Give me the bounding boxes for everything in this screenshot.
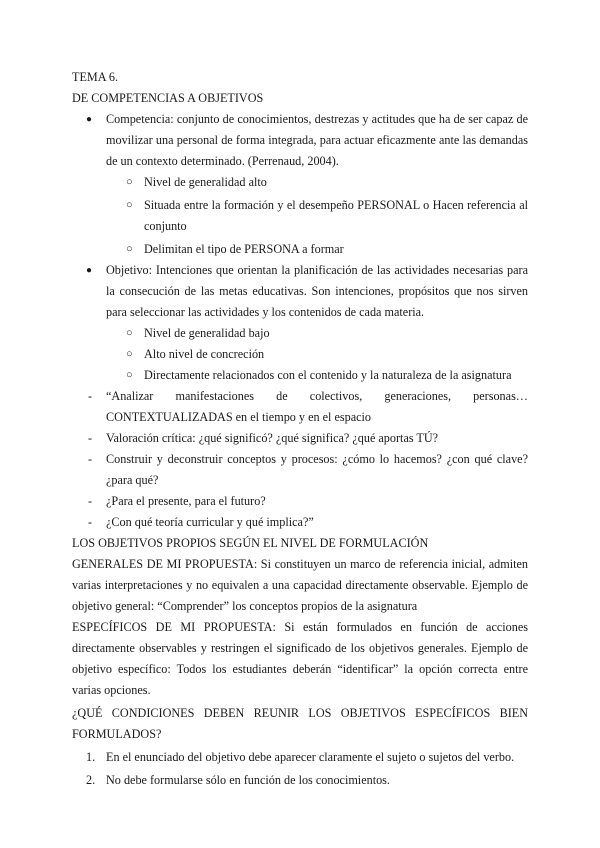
especificos-paragraph: ESPECÍFICOS DE MI PROPUESTA: Si están formulados en función de acciones directamente observables y restringen el significado de los objetivos generales. Ejemplo de objetivo específico: Todos los estudiantes deberán “identificar” la opción correcta entre varias opciones. [72, 620, 528, 697]
numbered-item: 2. No debe formularse sólo en función de los conocimientos. [72, 770, 528, 791]
doc-subtitle: DE COMPETENCIAS A OBJETIVOS [72, 91, 264, 105]
dash-item: - “Analizar manifestaciones de colectivos, generaciones, personas… CONTEXTUALIZADAS en el tiempo y en el espacio [72, 386, 528, 428]
sub-bullet-marker: ○ [126, 348, 133, 360]
dash-item: - Construir y deconstruir conceptos y procesos: ¿cómo lo hacemos? ¿con qué clave? ¿para qué? [72, 449, 528, 491]
sub-bullet: ○ Nivel de generalidad alto [72, 172, 528, 193]
sub-bullet: ○ Nivel de generalidad bajo [72, 323, 528, 344]
bullet-competencia [72, 109, 528, 172]
dash-item: - ¿Para el presente, para el futuro? [72, 491, 528, 512]
sub-bullet-marker: ○ [126, 243, 133, 255]
sub-bullet-marker: ○ [126, 199, 133, 211]
sub-bullet-marker: ○ [126, 327, 133, 339]
sub-bullet-marker: ○ [126, 369, 133, 381]
objetivo-text: Objetivo: Intenciones que orientan la planificación de las actividades necesarias para la consecución de las metas educativas. Son intenciones, propósitos que nos sirven para seleccionar las actividades y los contenidos de cada materia. [106, 263, 528, 319]
competencia-text: Competencia: conjunto de conocimientos, destrezas y actitudes que ha de ser capaz de movilizar una personal de forma integrada, para actuar eficazmente ante las demandas de un contexto determinado. (Perrenaud, 2004). [106, 112, 528, 168]
sub-bullet: ○ Alto nivel de concreción [72, 344, 528, 365]
dash-marker: - [88, 494, 93, 508]
section-heading: LOS OBJETIVOS PROPIOS SEGÚN EL NIVEL DE FORMULACIÓN [72, 536, 429, 550]
dash-marker: - [88, 389, 93, 403]
number-marker: 1. [86, 750, 96, 764]
numbered-item: 1. En el enunciado del objetivo debe aparecer claramente el sujeto o sujetos del verbo. [72, 747, 528, 768]
dash-item: - Valoración crítica: ¿qué significó? ¿qué significa? ¿qué aportas TÚ? [72, 428, 528, 449]
sub-bullet: ○ Directamente relacionados con el contenido y la naturaleza de la asignatura [72, 365, 528, 386]
sub-bullet-marker: ○ [126, 176, 133, 188]
conditions-question: ¿QUÉ CONDICIONES DEBEN REUNIR LOS OBJETIVOS ESPECÍFICOS BIEN FORMULADOS? [72, 706, 528, 741]
dash-marker: - [88, 452, 93, 466]
number-marker: 2. [86, 773, 96, 787]
bullet-marker: ● [86, 114, 93, 125]
sub-bullet: ○ Situada entre la formación y el desempeño PERSONAL o Hacen referencia al conjunto [72, 195, 528, 237]
dash-marker: - [88, 515, 93, 529]
sub-bullet: ○ Delimitan el tipo de PERSONA a formar [72, 239, 528, 260]
dash-item: - ¿Con qué teoría curricular y qué implica?” [72, 512, 528, 533]
dash-marker: - [88, 431, 93, 445]
document-page [72, 67, 528, 791]
bullet-objetivo [72, 260, 528, 323]
bullet-marker: ● [86, 265, 93, 276]
generales-paragraph: GENERALES DE MI PROPUESTA: Si constituyen un marco de referencia inicial, admiten varias interpretaciones y no equivalen a una capacidad directamente observable. Ejemplo de objetivo general: “Comprender” los conceptos propios de la asignatura [72, 557, 528, 613]
doc-title: TEMA 6. [72, 70, 119, 84]
